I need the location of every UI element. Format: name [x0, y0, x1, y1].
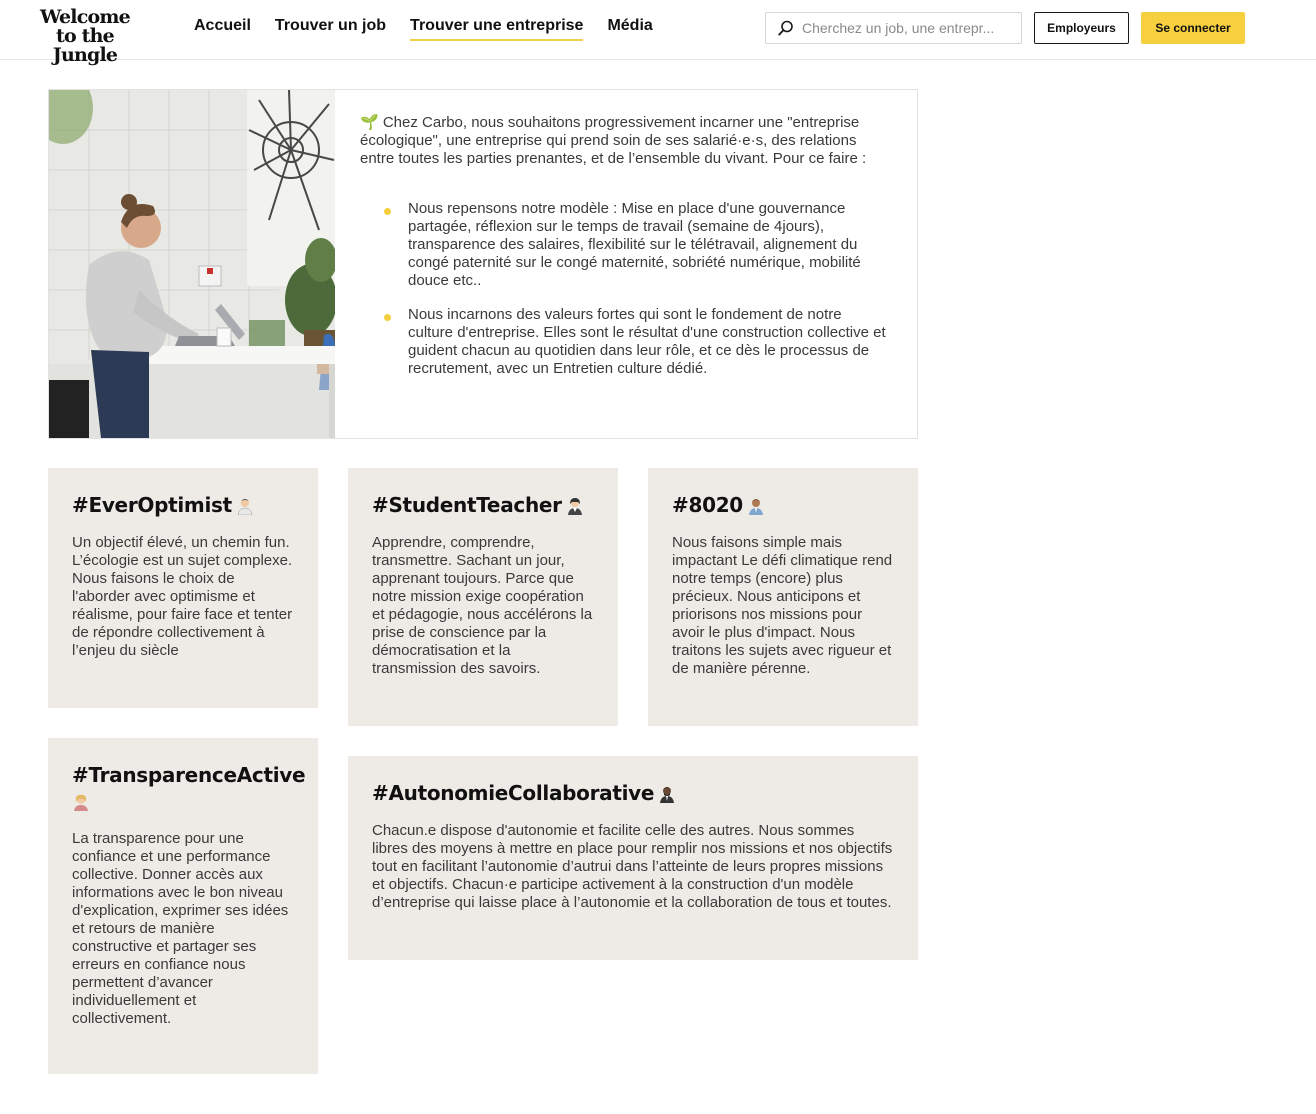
teacher-icon	[566, 497, 584, 515]
value-card-title	[72, 762, 306, 814]
intro-bullet: Nous repensons notre modèle : Mise en place d'une gouvernance partagée, réflexion sur le temps de travail (semaine de 4jours), transparence des salaires, flexibilité sur le télétravail, alignement du congé paternité sur le congé maternité, sobriété numérique, mobilité douce etc..	[384, 200, 890, 290]
office-photo	[49, 90, 335, 438]
intro-bullet: Nous incarnons des valeurs fortes qui sont le fondement de notre culture d'entreprise. Elles sont le résultat d'une construction collective et guident chacun au quotidien dans leur rôle, et ce dès le processus de recrutement, avec un Entretien culture dédié.	[384, 306, 890, 378]
value-card-title	[672, 492, 894, 518]
value-card-text: Nous faisons simple mais impactant Le défi climatique rend notre temps (encore) plus précieux. Nous anticipons et priorisons nos missions pour avoir le plus d'impact. Nous traitons les sujets avec rigueur et de manière pérenne.	[672, 534, 893, 677]
intro-block	[48, 89, 918, 439]
nav-media[interactable]: Média	[607, 17, 653, 34]
value-card-title	[72, 492, 294, 518]
nav-trouver-un-job[interactable]: Trouver un job	[274, 17, 387, 34]
search-input[interactable]	[802, 20, 1012, 36]
search-icon	[778, 20, 794, 36]
value-card-text: La transparence pour une confiance et une performance collective. Donner accès aux informations avec le bon niveau d'explication, exprimer ses idées et retours de manière constructive et partager ses erreurs en confiance nous permettent d’avancer individuellement et collectivement.	[72, 830, 289, 1027]
nav-trouver-une-entreprise[interactable]: Trouver une entreprise	[410, 17, 583, 41]
office-worker-icon	[747, 497, 765, 515]
search-box[interactable]	[765, 12, 1022, 44]
value-card-transparenceactive	[48, 738, 318, 1074]
value-card-title	[372, 492, 594, 518]
value-title-text: #AutonomieCollaborative	[372, 781, 655, 805]
value-title-text: #EverOptimist	[72, 493, 232, 517]
value-title-text: #TransparenceActive	[72, 763, 306, 787]
man-office-worker-icon	[658, 785, 676, 803]
value-title-text: #8020	[672, 493, 743, 517]
site-header	[0, 0, 1316, 66]
employers-button[interactable]: Employeurs	[1034, 12, 1129, 44]
woman-icon	[72, 793, 90, 811]
value-card-autonomiecollaborative	[348, 756, 918, 960]
intro-paragraph: 🌱 Chez Carbo, nous souhaitons progressivement incarner une "entreprise écologique", une entreprise qui prend soin de ses salarié·e·s, des relations entre toutes les parties prenantes, et de l’ensemble du vivant. Pour ce faire :	[360, 114, 867, 167]
office-photo-illustration	[49, 90, 335, 438]
value-card-studentteacher	[348, 468, 618, 726]
value-card-text: Un objectif élevé, un chemin fun. L’écologie est un sujet complexe. Nous faisons le choix de l'aborder avec optimisme et réalisme, pour faire face et tenter de répondre collectivement à l’enjeu du siècle	[72, 534, 293, 659]
site-logo[interactable]	[22, 8, 148, 65]
value-card-8020	[648, 468, 918, 726]
value-title-text: #StudentTeacher	[372, 493, 562, 517]
value-card-text: Chacun.e dispose d'autonomie et facilite celle des autres. Nous sommes libres des moyens à mettre en place pour remplir nos missions et nos objectifs tout en facilitant l’autonomie d’autrui dans l’atteinte de leurs propres missions et objectifs. Chacun·e participe activement à la construction d'un modèle d’entreprise qui laisse place à l’autonomie et la collaboration de tous et toutes.	[372, 822, 893, 911]
logo-line-1: Welcome	[40, 6, 130, 28]
intro-text	[360, 114, 890, 394]
intro-bullet-list	[384, 200, 890, 378]
logo-line-2: to the Jungle	[52, 25, 118, 66]
main-nav	[194, 17, 677, 41]
person-icon	[236, 497, 254, 515]
value-card-text: Apprendre, comprendre, transmettre. Sachant un jour, apprenant toujours. Parce que notre mission exige coopération et pédagogie, nous accélérons la prise de conscience par la démocratisation et la transmission des savoirs.	[372, 534, 593, 677]
value-card-title	[372, 780, 894, 806]
login-button[interactable]: Se connecter	[1141, 12, 1245, 44]
nav-accueil[interactable]: Accueil	[194, 17, 251, 34]
value-card-everoptimist	[48, 468, 318, 708]
